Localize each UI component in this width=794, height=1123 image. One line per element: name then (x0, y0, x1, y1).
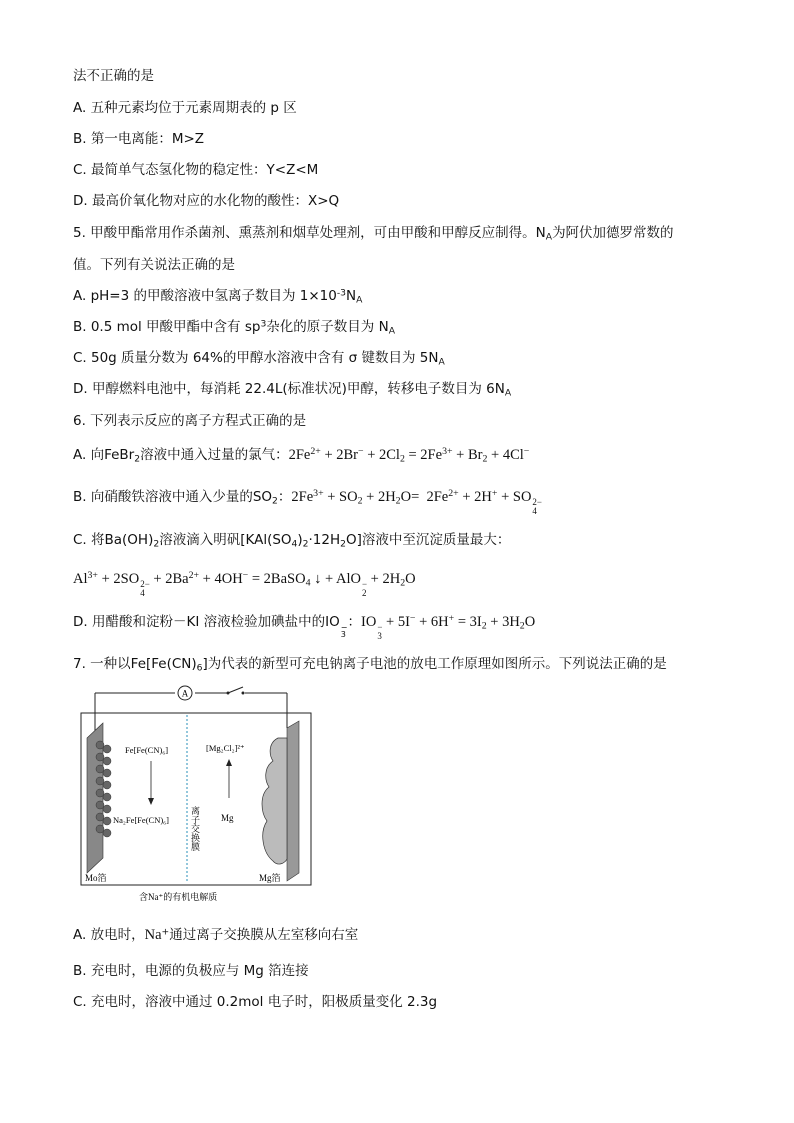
mg-foil-label: Mg箔 (259, 873, 281, 883)
right-top-label: [Mg₂Cl₂]²⁺ (206, 743, 245, 753)
q7-option-c: C. 充电时，溶液中通过 0.2mol 电子时，阳极质量变化 2.3g (73, 994, 438, 1010)
electrolyte-caption: 含Na⁺的有机电解质 (139, 892, 218, 902)
q5-option-c: C. 50g 质量分数为 64%的甲醇水溶液中含有 σ 键数目为 $5N_A$ (73, 350, 445, 368)
q4-option-a: A. 五种元素均位于元素周期表的 p 区 (73, 100, 297, 116)
left-top-label: Fe[Fe(CN)₆] (125, 745, 169, 755)
q6-option-b: B. 向硝酸铁溶液中通入少量的$SO_2$：$2Fe^{3+} + SO_2 + 2H_2O= 2Fe^{2+} + 2H^+$ + SO 2− 4 (73, 488, 542, 516)
q7-option-b: B. 充电时，电源的负极应与 Mg 箔连接 (73, 963, 309, 979)
membrane-label: 离子交换膜 (190, 806, 200, 851)
svg-text:A: A (181, 688, 189, 699)
q4-option-b: B. 第一电离能：M>Z (73, 131, 205, 147)
switch-icon (228, 687, 243, 693)
q6-stem: 6. 下列表示反应的离子方程式正确的是 (73, 413, 307, 429)
q6-option-a-equation: $2Fe^{2+} + 2Br^- + 2Cl_2 = 2Fe^{3+} + Br_2 + 4Cl^-$ (288, 446, 530, 465)
battery-diagram (73, 683, 323, 903)
q5-option-a: A. pH=3 的甲酸溶液中氢离子数目为 $1\times 10^{-3}N_A$ (73, 287, 363, 306)
q6-option-d-equation: IO − 3 + $5I^- + 6H^+ = 3I_2 + 3H_2O$ (361, 613, 536, 641)
q4-stem-tail: 法不正确的是 (73, 68, 154, 84)
q6-option-c-equation: $Al^{3+} + 2SO$ 2− 4 + $2Ba^{2+} + 4OH^-$ = 2BaSO$_4$ ↓ + AlO − 2 + $2H_2O$ (73, 570, 416, 598)
q4-option-c: C. 最简单气态氢化物的稳定性：Y<Z<M (73, 162, 319, 178)
q6-option-a: A. 向FeBr$_2$溶液中通入过量的氯气：$2Fe^{2+} + 2Br^- + 2Cl_2 = 2Fe^{3+} + Br_2 + 4Cl^-$ (73, 446, 530, 465)
q7-option-a: A. 放电时，Na+通过离子交换膜从左室移向右室 (73, 926, 359, 943)
q5-option-b: B. 0.5 mol 甲酸甲酯中含有 $sp^3$杂化的原子数目为 $N_A$ (73, 318, 395, 337)
mg-metal-body (262, 738, 287, 864)
q5-option-d: D. 甲醇燃料电池中，每消耗 22.4L(标准状况)甲醇，转移电子数目为 $6N_A$ (73, 381, 512, 399)
left-bottom-label: Na₂Fe[Fe(CN)₆] (113, 815, 169, 825)
mg-foil-electrode (287, 721, 299, 881)
q7-stem: 7. 一种以$Fe[Fe(CN)_6]$为代表的新型可充电钠离子电池的放电工作原理如图所示。下列说法正确的是 (73, 656, 667, 674)
q6-option-b-equation: $2Fe^{3+} + SO_2 + 2H_2O= 2Fe^{2+} + 2H^+$ + SO 2− 4 (291, 488, 542, 516)
right-bottom-label: Mg (221, 813, 234, 823)
q5-stem-line2: 值。下列有关说法正确的是 (73, 257, 235, 273)
q4-option-d: D. 最高价氧化物对应的水化物的酸性：X>Q (73, 193, 340, 209)
q6-option-d: D. 用醋酸和淀粉－KI 溶液检验加碘盐中的IO − 3 ：IO − 3 + $5I^- + 6H^+ = 3I_2 + 3H_2O$ (73, 613, 536, 641)
q6-option-c: C. 将$Ba(OH)_2$溶液滴入明矾$[KAl(SO_4)_2\cdot 12H_2O]$溶液中至沉淀质量最大： (73, 532, 511, 550)
mo-foil-label: Mo箔 (85, 873, 107, 883)
q5-stem-line1: 5. 甲酸甲酯常用作杀菌剂、熏蒸剂和烟草处理剂，可由甲酸和甲醇反应制得。$N_A$为阿伏加德罗常数的 (73, 225, 674, 243)
